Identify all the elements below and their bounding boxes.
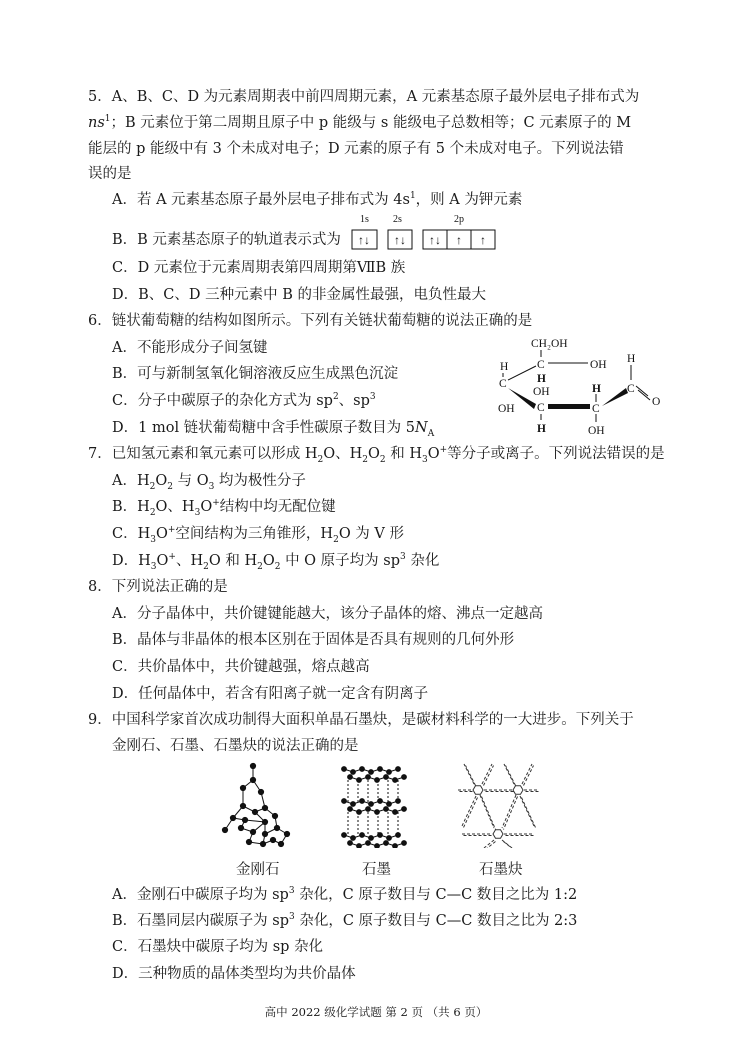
carbon-atom xyxy=(284,831,289,836)
orbital-label-2p: 2p xyxy=(454,214,464,225)
text-run: B．B 元素基态原子的轨道表示式为 xyxy=(112,232,341,248)
text-run: 9．中国科学家首次成功制得大面积单晶石墨炔，是碳材料科学的一大进步。下列关于 xyxy=(88,712,634,728)
subscript: 2 xyxy=(362,454,368,465)
text-run: B．晶体与非晶体的根本区别在于固体是否具有规则的几何外形 xyxy=(112,632,515,648)
hydrogen-label: H xyxy=(500,361,509,373)
carbon-atom xyxy=(262,831,267,836)
carbon-label: C xyxy=(499,378,507,390)
acetylenic-bond xyxy=(522,798,536,828)
q7-stem xyxy=(88,444,665,464)
q5-stem-line-2 xyxy=(88,113,631,133)
carbon-atom xyxy=(250,777,255,782)
carbon-atom xyxy=(240,803,245,808)
carbon-label: C xyxy=(592,403,600,415)
q6-option-a xyxy=(112,338,267,358)
carbon-atom xyxy=(242,817,247,822)
benzene-ring xyxy=(493,830,503,839)
superscript: 1 xyxy=(409,191,416,202)
benzene-ring xyxy=(473,786,483,795)
text-run: 和 H xyxy=(385,446,422,462)
q9-option-c xyxy=(112,937,323,957)
caption-diamond: 金刚石 xyxy=(236,862,280,878)
electron-arrows: ↑↓ xyxy=(358,233,370,247)
q8-option-a xyxy=(112,604,543,624)
oh-label: OH xyxy=(588,425,605,437)
oh-label: OH xyxy=(533,386,550,398)
acetylenic-bond xyxy=(502,840,512,848)
superscript: 3 xyxy=(369,392,376,403)
text-run: B．可与新制氢氧化铜溶液反应生成黑色沉淀 xyxy=(112,366,399,382)
text-run: B．石墨同层内碳原子为 sp xyxy=(112,913,289,929)
hydrogen-label: H xyxy=(627,353,636,365)
page-footer: 高中 2022 级化学试题 第 2 页 （共 6 页） xyxy=(264,1005,488,1019)
subscript: 2 xyxy=(379,454,386,465)
q9-stem-line-2 xyxy=(112,736,359,756)
q9-option-a xyxy=(112,885,577,905)
carbon-atom xyxy=(272,813,277,818)
q7-option-a xyxy=(112,471,306,491)
text-run: D．任何晶体中，若含有阳离子就一定含有阴离子 xyxy=(112,686,429,702)
text-run: 杂化，C 原子数目与 C—C 数目之比为 2:3 xyxy=(294,913,578,929)
q6-option-d xyxy=(112,418,434,438)
carbon-atom xyxy=(262,805,267,810)
text-run: 等分子或离子。下列说法错误的是 xyxy=(447,446,665,462)
superscript: 3 xyxy=(288,886,295,897)
text-run: C．H xyxy=(112,526,151,542)
acetylenic-bond xyxy=(504,797,518,830)
text-run: B．H xyxy=(112,499,150,515)
text-run: 能层的 p 能级中有 3 个未成对电子；D 元素的原子有 5 个未成对电子。下列说法错 xyxy=(88,141,624,157)
electron-arrows: ↑ xyxy=(480,233,486,247)
acetylenic-bond xyxy=(464,798,478,828)
q9-stem-line-1 xyxy=(88,710,634,730)
text-run: C．共价晶体中，共价键越强，熔点越高 xyxy=(112,659,370,675)
text-run: 均为极性分子 xyxy=(214,473,306,489)
carbon-atom xyxy=(262,819,267,824)
subscript: 2 xyxy=(317,454,324,465)
italic-text: N xyxy=(415,420,428,436)
text-run: 5．A、B、C、D 为元素周期表中前四周期元素，A 元素基态原子最外层电子排布式为 xyxy=(88,89,640,105)
q8-option-b xyxy=(112,630,514,650)
carbon-atom xyxy=(258,789,263,794)
carbon-atom xyxy=(396,767,401,772)
text-run: O xyxy=(155,473,168,489)
carbon-atom xyxy=(270,837,275,842)
acetylenic-bond xyxy=(504,764,514,784)
oh-label: OH xyxy=(590,359,607,371)
electron-arrows: ↑↓ xyxy=(429,233,441,247)
text-run: 误的是 xyxy=(88,166,132,182)
text-run: O 和 H xyxy=(208,553,258,569)
subscript: 2 xyxy=(149,481,156,492)
carbon-atom xyxy=(238,825,243,830)
graphyne-structure-figure xyxy=(456,762,540,848)
orbital-label-1s: 1s xyxy=(360,214,369,225)
text-run: O、H xyxy=(323,446,363,462)
q5-option-c xyxy=(112,258,405,278)
text-run: C．分子中碳原子的杂化方式为 sp xyxy=(112,393,333,409)
q6-stem xyxy=(88,311,532,331)
q7-option-c xyxy=(112,524,404,544)
acetylenic-bond xyxy=(506,766,516,786)
text-run: O 为 V 形 xyxy=(338,526,404,542)
carbon-atom xyxy=(274,825,279,830)
superscript: + xyxy=(212,498,220,509)
text-run: O xyxy=(368,446,380,462)
subscript: 3 xyxy=(208,481,215,492)
text-run: O xyxy=(156,553,169,569)
q6-option-c xyxy=(112,391,376,411)
text-run: A．H xyxy=(112,473,150,489)
text-run: 中 O 原子均为 sp xyxy=(280,553,401,569)
text-run: 金刚石、石墨、石墨炔的说法正确的是 xyxy=(112,738,359,754)
acetylenic-bond xyxy=(522,764,532,784)
carbon-atom xyxy=(250,829,255,834)
carbon-atom xyxy=(278,841,283,846)
carbon-atom xyxy=(252,809,257,814)
acetylenic-bond xyxy=(462,796,476,826)
superscript: + xyxy=(167,525,176,536)
subscript: 3 xyxy=(422,454,428,465)
diamond-structure-figure xyxy=(215,762,295,848)
q9-option-d xyxy=(112,964,356,984)
carbon-atom xyxy=(230,815,235,820)
text-run: 、sp xyxy=(338,393,370,409)
carbon-atom xyxy=(402,841,407,846)
text-run: 6．链状葡萄糖的结构如图所示。下列有关链状葡萄糖的说法正确的是 xyxy=(88,313,533,329)
text-run: A．若 A 元素基态原子最外层电子排布式为 4s xyxy=(112,192,410,208)
acetylenic-bond xyxy=(486,842,496,849)
text-run: C．D 元素位于元素周期表第四周期第ⅦB 族 xyxy=(112,260,406,276)
orbital-label-2s: 2s xyxy=(393,214,402,225)
ch2oh-label: CH₂OH xyxy=(531,338,568,350)
superscript: + xyxy=(168,552,176,563)
acetylenic-bond xyxy=(502,795,516,828)
q8-option-d xyxy=(112,684,428,704)
text-run: 、H xyxy=(175,553,204,569)
carbon-atom xyxy=(246,839,251,844)
text-run: O xyxy=(427,446,440,462)
carbon-atom xyxy=(402,775,407,780)
acetylenic-bond xyxy=(482,764,492,784)
text-run: 杂化，C 原子数目与 C—C 数目之比为 1:2 xyxy=(294,887,578,903)
carbon-label: C xyxy=(627,383,635,395)
acetylenic-bond xyxy=(464,764,474,784)
text-run: ；B 元素位于第二周期且原子中 p 能级与 s 能级电子总数相等；C 元素原子的 M xyxy=(110,115,632,131)
italic-text: ns xyxy=(88,115,105,131)
q8-stem xyxy=(88,577,228,597)
q5-stem-line-3 xyxy=(88,139,624,159)
q5-option-b xyxy=(112,230,341,250)
carbon-atom xyxy=(222,827,227,832)
text-run: D．1 mol 链状葡萄糖中含手性碳原子数目为 5 xyxy=(112,420,416,436)
text-run: C．石墨炔中碳原子均为 sp 杂化 xyxy=(112,939,324,955)
carbon-label: C xyxy=(537,359,545,371)
acetylenic-bond xyxy=(484,840,494,848)
hydrogen-label: H xyxy=(592,383,601,395)
acetylenic-bond xyxy=(504,842,514,849)
subscript: 2 xyxy=(203,561,209,572)
carbon-label: C xyxy=(537,402,545,414)
text-run: D．三种物质的晶体类型均为共价晶体 xyxy=(112,966,356,982)
caption-graphyne: 石墨炔 xyxy=(479,862,523,878)
superscript: 1 xyxy=(104,114,111,125)
q5-stem-line-1 xyxy=(88,87,639,107)
caption-graphite: 石墨 xyxy=(362,862,391,878)
subscript: 2 xyxy=(149,507,156,518)
subscript: 2 xyxy=(333,534,339,545)
acetylenic-bond xyxy=(482,797,496,830)
glucose-structure-figure xyxy=(490,330,675,440)
subscript: 3 xyxy=(150,561,157,572)
text-run: A．金刚石中碳原子均为 sp xyxy=(112,887,289,903)
q5-option-a xyxy=(112,190,522,210)
acetylenic-bond xyxy=(480,795,494,828)
q8-option-c xyxy=(112,657,370,677)
text-run: 与 O xyxy=(172,473,209,489)
text-run: 空间结构为三角锥形，H xyxy=(175,526,334,542)
acetylenic-bond xyxy=(520,796,534,826)
text-run: O、H xyxy=(155,499,195,515)
oh-label: OH xyxy=(498,403,515,415)
bold-bond xyxy=(548,404,590,409)
acetylenic-bond xyxy=(524,766,534,786)
text-run: 7．已知氢元素和氧元素可以形成 H xyxy=(88,446,318,462)
oxygen-label: O xyxy=(652,396,661,408)
acetylenic-bond xyxy=(466,766,476,786)
text-run: O xyxy=(262,553,275,569)
hydrogen-label: H xyxy=(537,423,546,435)
text-run: 结构中均无配位键 xyxy=(219,499,336,515)
subscript: 3 xyxy=(194,507,201,518)
graphite-structure-figure xyxy=(338,762,414,848)
carbon-atom xyxy=(402,807,407,812)
text-run: D．B、C、D 三种元素中 B 的非金属性最强，电负性最大 xyxy=(112,287,486,303)
subscript: A xyxy=(427,428,435,439)
subscript: 2 xyxy=(167,481,173,492)
subscript: 3 xyxy=(150,534,156,545)
electron-arrows: ↑ xyxy=(456,233,462,247)
benzene-ring xyxy=(513,786,523,795)
orbital-diagram xyxy=(350,210,502,252)
q5-option-d xyxy=(112,285,486,305)
q7-option-b xyxy=(112,497,336,517)
q7-option-d xyxy=(112,551,439,571)
acetylenic-bond xyxy=(484,766,494,786)
q6-option-b xyxy=(112,364,398,384)
text-run: 8．下列说法正确的是 xyxy=(88,579,228,595)
text-run: O xyxy=(155,526,168,542)
superscript: 2 xyxy=(332,392,339,403)
superscript: 3 xyxy=(289,912,295,923)
superscript: + xyxy=(439,445,448,456)
text-run: D．H xyxy=(112,553,151,569)
text-run: A．分子晶体中，共价键键能越大，该分子晶体的熔、沸点一定越高 xyxy=(112,606,543,622)
carbon-atom xyxy=(240,785,245,790)
hydrogen-label: H xyxy=(537,373,546,385)
wedge-bond xyxy=(602,388,628,406)
carbon-atom xyxy=(250,763,255,768)
text-run: O xyxy=(200,499,213,515)
q5-stem-line-4 xyxy=(88,164,132,184)
subscript: 2 xyxy=(257,561,263,572)
carbon-atom xyxy=(260,841,265,846)
subscript: 2 xyxy=(274,561,281,572)
electron-arrows: ↑↓ xyxy=(394,233,406,247)
text-run: A．不能形成分子间氢键 xyxy=(112,340,268,356)
superscript: 3 xyxy=(400,552,406,563)
q9-option-b xyxy=(112,911,577,931)
text-run: 杂化 xyxy=(405,553,440,569)
text-run: ，则 A 为钾元素 xyxy=(415,192,523,208)
